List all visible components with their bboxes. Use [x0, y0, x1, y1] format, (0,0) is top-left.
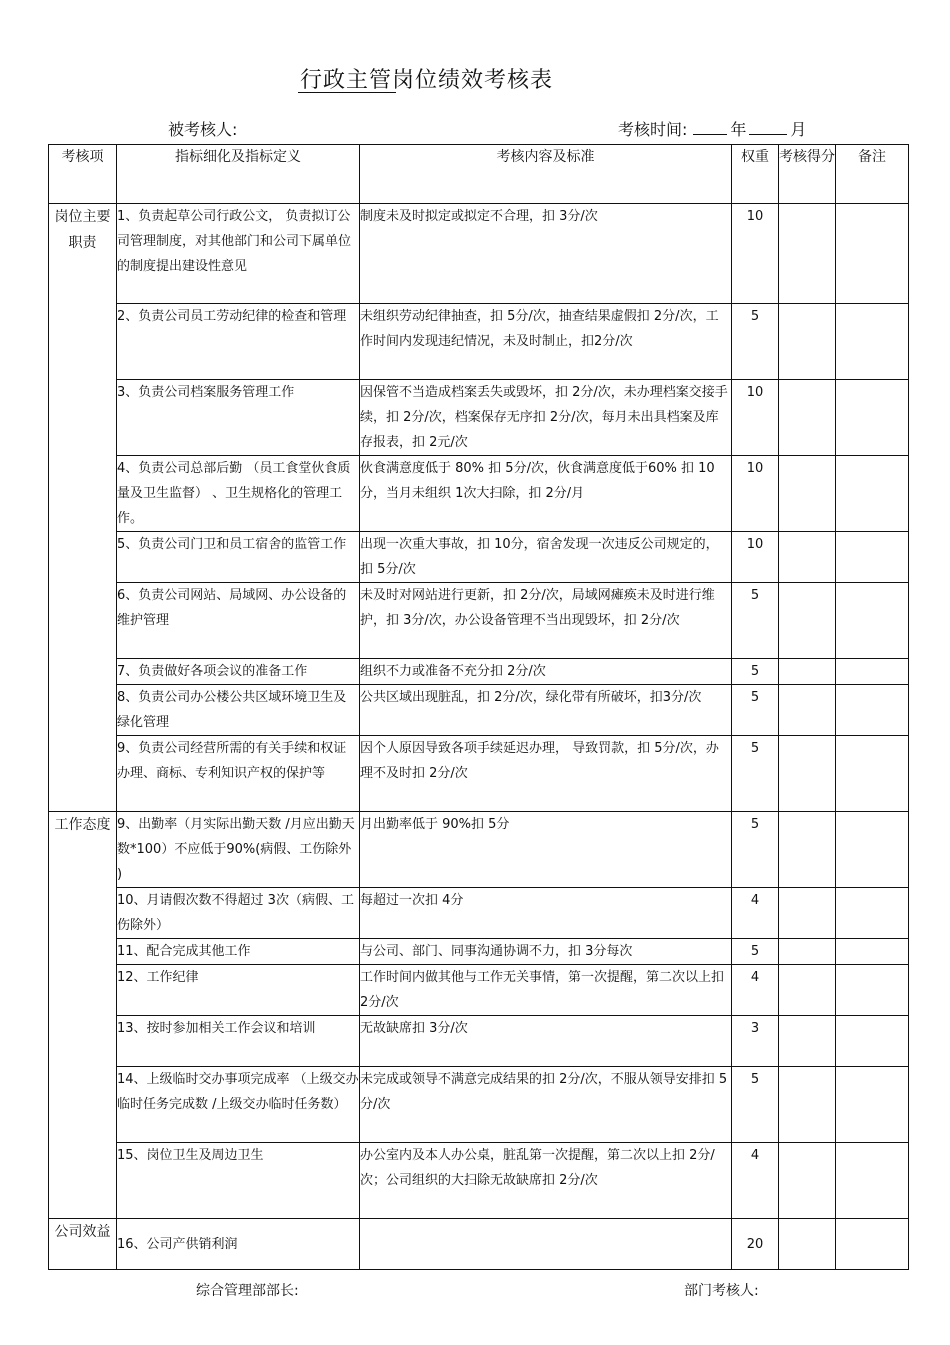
score-cell[interactable] — [779, 965, 836, 1016]
table-row — [49, 812, 909, 888]
category-attitude: 工作态度 — [49, 812, 117, 1219]
weight-cell: 10 — [732, 204, 779, 304]
standard-cell: 制度未及时拟定或拟定不合理，扣 3分/次 — [360, 204, 732, 304]
table-row — [49, 659, 909, 685]
page-title: 行政主管岗位绩效考核表 — [300, 68, 554, 93]
table-row — [49, 939, 909, 965]
table-row — [49, 304, 909, 380]
weight-cell: 5 — [732, 304, 779, 380]
item-cell: 14、上级临时交办事项完成率 （上级交办临时任务完成数 /上级交办临时任务数） — [117, 1067, 360, 1143]
weight-cell: 10 — [732, 532, 779, 583]
header-note: 备注 — [836, 145, 909, 204]
score-cell[interactable] — [779, 380, 836, 456]
weight-cell: 4 — [732, 888, 779, 939]
weight-cell: 5 — [732, 685, 779, 736]
weight-cell: 4 — [732, 965, 779, 1016]
item-cell: 5、负责公司门卫和员工宿舍的监管工作 — [117, 532, 360, 583]
item-cell: 2、负责公司员工劳动纪律的检查和管理 — [117, 304, 360, 380]
standard-cell: 因个人原因导致各项手续延迟办理， 导致罚款，扣 5分/次，办理不及时扣 2分/次 — [360, 736, 732, 812]
weight-cell: 10 — [732, 380, 779, 456]
weight-cell: 5 — [732, 812, 779, 888]
item-cell: 1、负责起草公司行政公文， 负责拟订公司管理制度，对其他部门和公司下属单位的制度提出建设性意见 — [117, 204, 360, 304]
table-row — [49, 685, 909, 736]
score-cell[interactable] — [779, 1067, 836, 1143]
item-cell: 3、负责公司档案服务管理工作 — [117, 380, 360, 456]
weight-cell: 5 — [732, 1067, 779, 1143]
standard-cell: 公共区域出现脏乱，扣 2分/次，绿化带有所破坏，扣3分/次 — [360, 685, 732, 736]
month-blank[interactable] — [749, 120, 787, 135]
note-cell[interactable] — [836, 1143, 909, 1219]
note-cell[interactable] — [836, 685, 909, 736]
weight-cell: 4 — [732, 1143, 779, 1219]
item-cell: 10、月请假次数不得超过 3次（病假、工伤除外） — [117, 888, 360, 939]
note-cell[interactable] — [836, 532, 909, 583]
score-cell[interactable] — [779, 812, 836, 888]
department-head-signature: 综合管理部部长: — [196, 1283, 299, 1299]
standard-cell: 未组织劳动纪律抽查，扣 5分/次，抽查结果虚假扣 2分/次，工作时间内发现违纪情况，未及时制止，扣2分/次 — [360, 304, 732, 380]
assessment-table — [48, 144, 909, 1270]
month-unit: 月 — [790, 120, 807, 139]
standard-cell: 办公室内及本人办公桌，脏乱第一次提醒，第二次以上扣 2分/次；公司组织的大扫除无故缺席扣 2分/次 — [360, 1143, 732, 1219]
standard-cell: 未及时对网站进行更新，扣 2分/次，局域网瘫痪未及时进行维护，扣 3分/次，办公设备管理不当出现毁坏，扣 2分/次 — [360, 583, 732, 659]
score-cell[interactable] — [779, 1143, 836, 1219]
standard-cell: 与公司、部门、同事沟通协调不力，扣 3分每次 — [360, 939, 732, 965]
weight-cell: 3 — [732, 1016, 779, 1067]
score-cell[interactable] — [779, 1016, 836, 1067]
score-cell[interactable] — [779, 204, 836, 304]
category-benefit: 公司效益 — [49, 1219, 117, 1270]
item-cell: 12、工作纪律 — [117, 965, 360, 1016]
year-unit: 年 — [730, 120, 747, 139]
weight-cell: 10 — [732, 456, 779, 532]
item-cell: 9、负责公司经营所需的有关手续和权证办理、商标、专利知识产权的保护等 — [117, 736, 360, 812]
note-cell[interactable] — [836, 939, 909, 965]
table-row — [49, 456, 909, 532]
table-row — [49, 888, 909, 939]
note-cell[interactable] — [836, 659, 909, 685]
weight-cell: 5 — [732, 659, 779, 685]
standard-cell: 组织不力或准备不充分扣 2分/次 — [360, 659, 732, 685]
note-cell[interactable] — [836, 965, 909, 1016]
table-row — [49, 1067, 909, 1143]
item-cell: 15、岗位卫生及周边卫生 — [117, 1143, 360, 1219]
item-cell: 11、配合完成其他工作 — [117, 939, 360, 965]
weight-cell: 20 — [732, 1219, 779, 1270]
table-row — [49, 1143, 909, 1219]
department-assessor-signature: 部门考核人: — [684, 1283, 759, 1299]
category-duties: 岗位主要职责 — [49, 204, 117, 812]
standard-cell: 每超过一次扣 4分 — [360, 888, 732, 939]
table-row — [49, 1219, 909, 1270]
note-cell[interactable] — [836, 456, 909, 532]
note-cell[interactable] — [836, 583, 909, 659]
assessment-time — [618, 117, 806, 140]
score-cell[interactable] — [779, 888, 836, 939]
header-standard: 考核内容及标准 — [360, 145, 732, 204]
score-cell[interactable] — [779, 736, 836, 812]
standard-cell: 因保管不当造成档案丢失或毁坏，扣 2分/次，未办理档案交接手续，扣 2分/次，档案保存无序扣 2分/次，每月未出具档案及库存报表，扣 2元/次 — [360, 380, 732, 456]
header-score: 考核得分 — [779, 145, 836, 204]
note-cell[interactable] — [836, 380, 909, 456]
weight-cell: 5 — [732, 583, 779, 659]
table-row — [49, 965, 909, 1016]
item-cell: 9、出勤率（月实际出勤天数 /月应出勤天数*100）不应低于90%(病假、工伤除外 ) — [117, 812, 360, 888]
examinee-label: 被考核人: — [168, 120, 238, 139]
table-row — [49, 1016, 909, 1067]
standard-cell: 工作时间内做其他与工作无关事情，第一次提醒，第二次以上扣 2分/次 — [360, 965, 732, 1016]
standard-cell: 未完成或领导不满意完成结果的扣 2分/次，不服从领导安排扣 5分/次 — [360, 1067, 732, 1143]
score-cell[interactable] — [779, 304, 836, 380]
standard-cell: 月出勤率低于 90%扣 5分 — [360, 812, 732, 888]
item-cell: 7、负责做好各项会议的准备工作 — [117, 659, 360, 685]
header-item: 指标细化及指标定义 — [117, 145, 360, 204]
item-cell: 16、公司产供销利润 — [117, 1219, 360, 1270]
note-cell[interactable] — [836, 736, 909, 812]
item-cell: 8、负责公司办公楼公共区域环境卫生及绿化管理 — [117, 685, 360, 736]
score-cell[interactable] — [779, 532, 836, 583]
header-category: 考核项 — [49, 145, 117, 204]
score-cell[interactable] — [779, 456, 836, 532]
score-cell[interactable] — [779, 659, 836, 685]
note-cell[interactable] — [836, 1067, 909, 1143]
note-cell[interactable] — [836, 1219, 909, 1270]
item-cell: 13、按时参加相关工作会议和培训 — [117, 1016, 360, 1067]
table-row — [49, 204, 909, 304]
title-underline — [298, 92, 396, 93]
item-cell: 4、负责公司总部后勤 （员工食堂伙食质量及卫生监督） 、卫生规格化的管理工作。 — [117, 456, 360, 532]
score-cell[interactable] — [779, 685, 836, 736]
note-cell[interactable] — [836, 304, 909, 380]
note-cell[interactable] — [836, 888, 909, 939]
header-weight: 权重 — [732, 145, 779, 204]
score-cell[interactable] — [779, 583, 836, 659]
year-blank[interactable] — [693, 120, 727, 135]
table-row — [49, 380, 909, 456]
table-row — [49, 532, 909, 583]
score-cell[interactable] — [779, 939, 836, 965]
table-row — [49, 583, 909, 659]
note-cell[interactable] — [836, 204, 909, 304]
weight-cell: 5 — [732, 939, 779, 965]
table-row — [49, 736, 909, 812]
standard-cell: 伙食满意度低于 80% 扣 5分/次，伙食满意度低于60% 扣 10分，当月未组织 1次大扫除，扣 2分/月 — [360, 456, 732, 532]
standard-cell — [360, 1219, 732, 1270]
standard-cell: 出现一次重大事故，扣 10分，宿舍发现一次违反公司规定的，扣 5分/次 — [360, 532, 732, 583]
item-cell: 6、负责公司网站、局域网、办公设备的维护管理 — [117, 583, 360, 659]
weight-cell: 5 — [732, 736, 779, 812]
note-cell[interactable] — [836, 812, 909, 888]
header-row — [49, 145, 909, 204]
time-label: 考核时间: — [618, 120, 688, 139]
standard-cell: 无故缺席扣 3分/次 — [360, 1016, 732, 1067]
score-cell[interactable] — [779, 1219, 836, 1270]
note-cell[interactable] — [836, 1016, 909, 1067]
